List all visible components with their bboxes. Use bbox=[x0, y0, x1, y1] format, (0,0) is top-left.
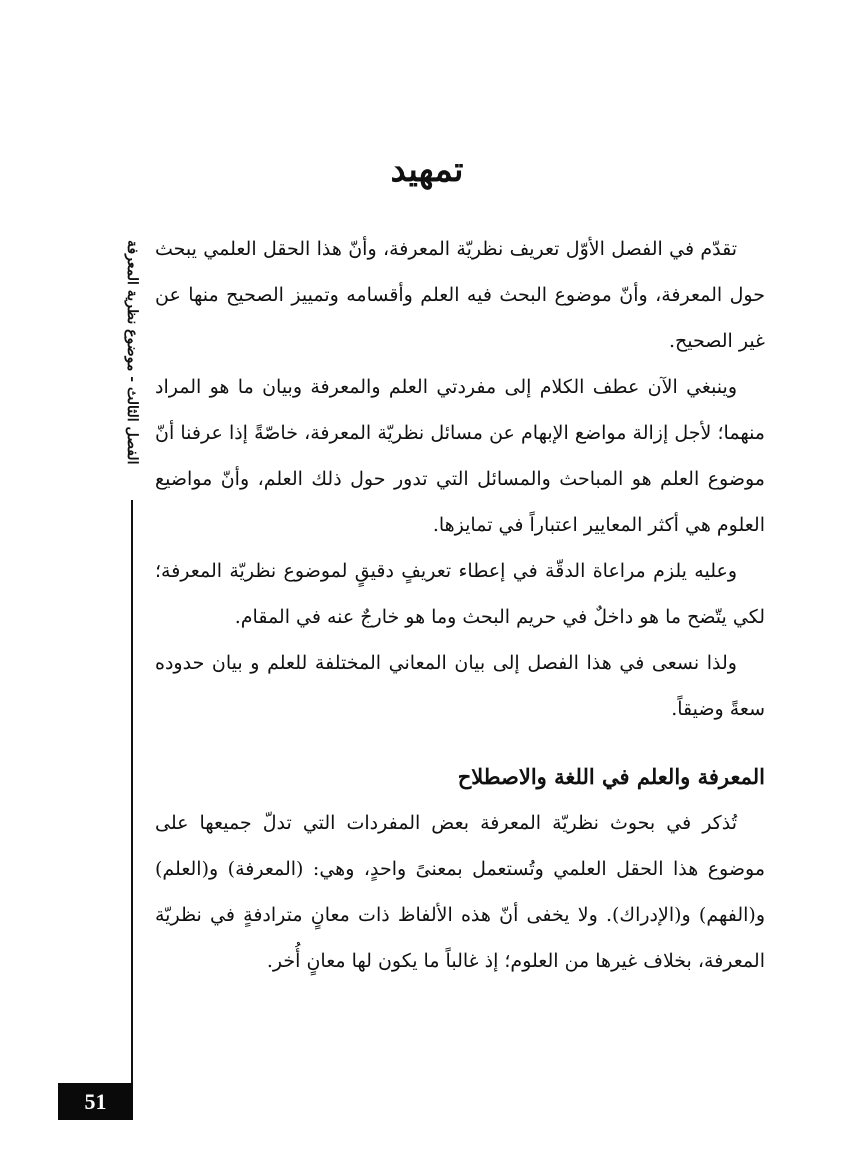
paragraph-1: تقدّم في الفصل الأوّل تعريف نظريّة المعرفة، وأنّ هذا الحقل العلمي يبحث حول المعرفة، وأنّ موضوع البحث فيه العلم وأقسامه وتمييز الصحيح منها عن غير الصحيح. bbox=[155, 238, 765, 352]
main-text bbox=[155, 226, 765, 984]
paragraph-3: وعليه يلزم مراعاة الدقّة في إعطاء تعريفٍ دقيقٍ لموضوع نظريّة المعرفة؛ لكي يتّضح ما هو داخلٌ في حريم البحث وما هو خارجٌ عنه في المقام. bbox=[155, 560, 765, 628]
section-paragraph: تُذكر في بحوث نظريّة المعرفة بعض المفردات التي تدلّ جميعها على موضوع هذا الحقل العلمي وتُستعمل بمعنىً واحدٍ، وهي: (المعرفة) و(العلم) و(الفهم) و(الإدراك). ولا يخفى أنّ هذه الألفاظ ذات معانٍ مترادفةٍ في نظريّة المعرفة، بخلاف غيرها من العلوم؛ إذ غالباً ما يكون لها معانٍ أُخر. bbox=[155, 812, 765, 972]
section-heading: المعرفة والعلم في اللغة والاصطلاح bbox=[457, 764, 765, 789]
paragraph-2: وينبغي الآن عطف الكلام إلى مفردتي العلم والمعرفة وبيان ما هو المراد منهما؛ لأجل إزالة مواضع الإبهام عن مسائل نظريّة المعرفة، خاصّةً إذا عرفنا أنّ موضوع العلم هو المباحث والمسائل التي تدور حول ذلك العلم، وأنّ مواضيع العلوم هي أكثر المعايير اعتباراً في تمايزها. bbox=[155, 376, 765, 536]
chapter-running-header: الفصل الثالث - موضوع نظرية المعرفة bbox=[124, 240, 140, 465]
page-number: 51 bbox=[58, 1083, 133, 1120]
sidebar-divider-line bbox=[131, 500, 133, 1120]
page-title: تمهيد bbox=[390, 150, 464, 190]
paragraph-4: ولذا نسعى في هذا الفصل إلى بيان المعاني المختلفة للعلم و بيان حدوده سعةً وضيقاً. bbox=[155, 652, 765, 720]
chapter-sidebar bbox=[118, 240, 146, 500]
